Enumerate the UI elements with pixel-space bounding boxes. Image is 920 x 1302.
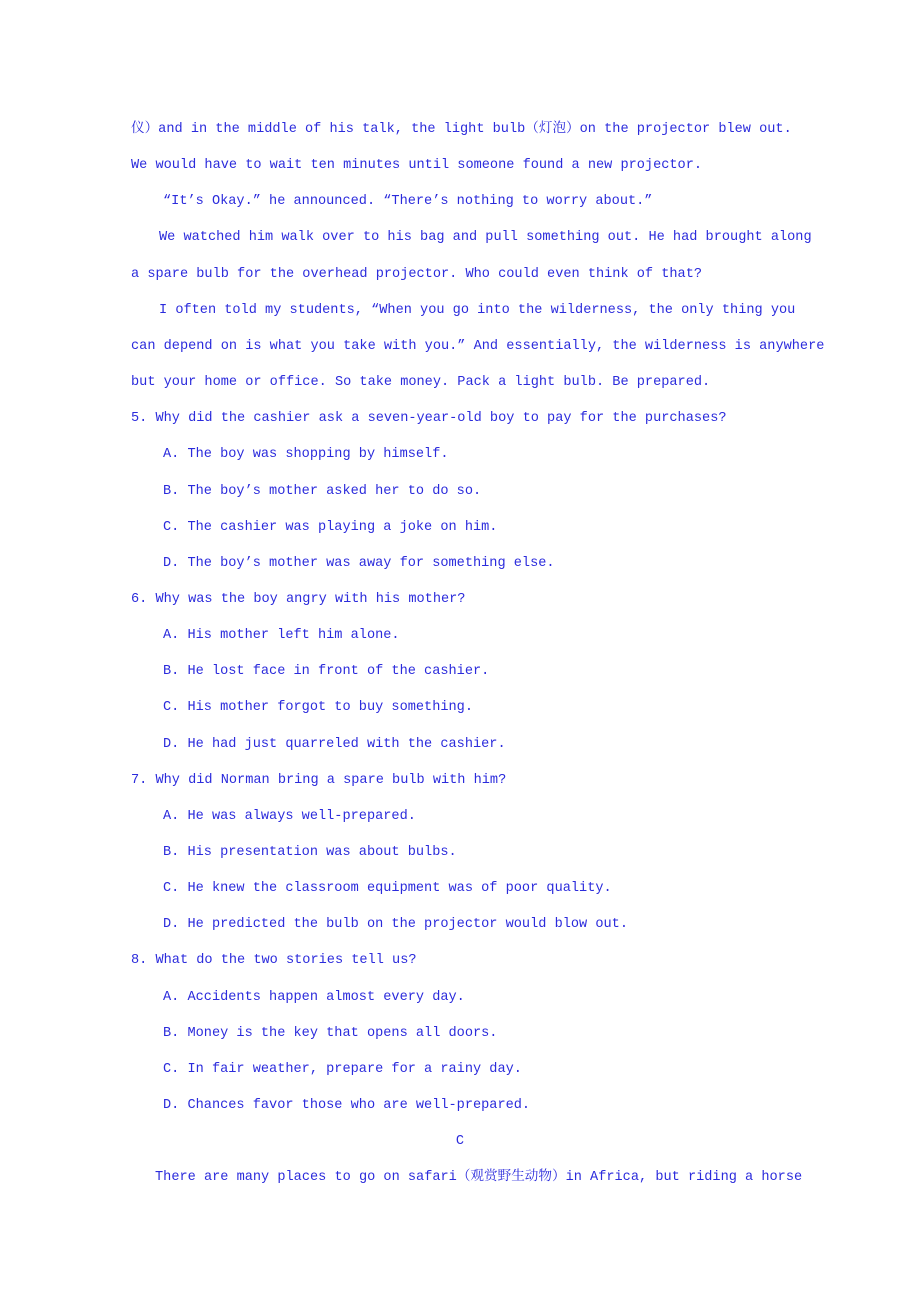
paragraph-line: We watched him walk over to his bag and pull something out. He had brought along bbox=[159, 230, 812, 246]
answer-option: A. He was always well-prepared. bbox=[163, 808, 416, 824]
section-heading: C bbox=[455, 1134, 465, 1150]
answer-option: A. The boy was shopping by himself. bbox=[163, 447, 449, 463]
question: 6. Why was the boy angry with his mother? bbox=[131, 591, 466, 607]
paragraph-line: 仪）and in the middle of his talk, the light bulb（灯泡）on the projector blew out. bbox=[131, 122, 792, 137]
answer-option: A. Accidents happen almost every day. bbox=[163, 989, 465, 1005]
answer-option: D. He had just quarreled with the cashier. bbox=[163, 736, 506, 752]
answer-option: D. The boy’s mother was away for something else. bbox=[163, 555, 555, 571]
answer-option: D. He predicted the bulb on the projector would blow out. bbox=[163, 917, 628, 933]
answer-option: B. His presentation was about bulbs. bbox=[163, 845, 457, 860]
answer-option: B. Money is the key that opens all doors. bbox=[163, 1025, 498, 1041]
answer-option: C. The cashier was playing a joke on him. bbox=[163, 519, 498, 535]
answer-option: B. He lost face in front of the cashier. bbox=[163, 664, 490, 680]
answer-option: C. His mother forgot to buy something. bbox=[163, 700, 473, 716]
paragraph-line: a spare bulb for the overhead projector. Who could even think of that? bbox=[131, 266, 703, 282]
paragraph-line: but your home or office. So take money. Pack a light bulb. Be prepared. bbox=[131, 375, 711, 391]
question: 7. Why did Norman bring a spare bulb with him? bbox=[131, 772, 507, 788]
answer-option: C. In fair weather, prepare for a rainy day. bbox=[163, 1061, 522, 1077]
paragraph-line: There are many places to go on safari（观赏野生动物）in Africa, but riding a horse bbox=[155, 1170, 803, 1186]
question: 8. What do the two stories tell us? bbox=[131, 953, 417, 969]
paragraph-line: I often told my students, “When you go into the wilderness, the only thing you bbox=[159, 302, 796, 318]
answer-option: A. His mother left him alone. bbox=[163, 628, 400, 644]
question: 5. Why did the cashier ask a seven-year-old boy to pay for the purchases? bbox=[131, 411, 727, 427]
paragraph-line: “It’s Okay.” he announced. “There’s nothing to worry about.” bbox=[163, 194, 653, 210]
answer-option: C. He knew the classroom equipment was of poor quality. bbox=[163, 881, 612, 897]
answer-option: B. The boy’s mother asked her to do so. bbox=[163, 483, 482, 499]
paragraph-line: We would have to wait ten minutes until someone found a new projector. bbox=[131, 158, 703, 174]
answer-option: D. Chances favor those who are well-prepared. bbox=[163, 1098, 531, 1114]
paragraph-line: can depend on is what you take with you.” And essentially, the wilderness is anywhere bbox=[131, 338, 825, 354]
